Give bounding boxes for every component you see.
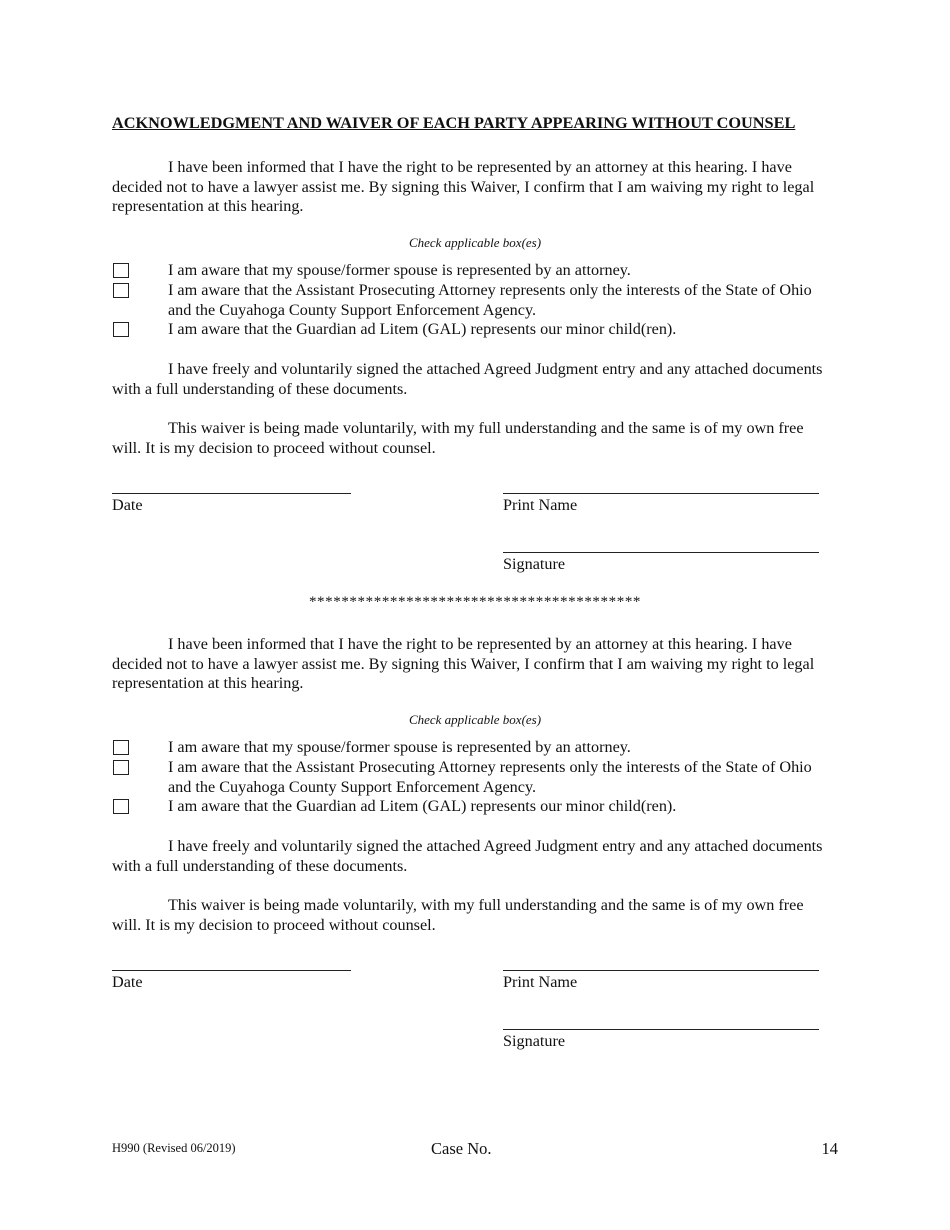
date-line[interactable] [112, 970, 351, 971]
checkbox-label: I am aware that my spouse/former spouse is represented by an attorney. [168, 738, 631, 756]
voluntary-text: This waiver is being made voluntarily, with my full understanding and the same is of my own free will. It is my decision to proceed without counsel. [112, 419, 804, 457]
checkbox-label: I am aware that the Guardian ad Litem (GAL) represents our minor child(ren). [168, 797, 677, 815]
intro-paragraph [112, 635, 828, 694]
case-no-label: Case No. [431, 1139, 492, 1158]
voluntary-paragraph [112, 896, 828, 935]
checkbox-label: I am aware that the Assistant Prosecuting Attorney represents only the interests of the State of Ohio and the Cuyahoga County Support Enforcement Agency. [168, 281, 812, 319]
checkbox-label: I am aware that the Assistant Prosecuting Attorney represents only the interests of the State of Ohio and the Cuyahoga County Support Enforcement Agency. [168, 758, 812, 796]
checkbox-label: I am aware that the Guardian ad Litem (GAL) represents our minor child(ren). [168, 320, 677, 338]
checkbox-label: I am aware that my spouse/former spouse is represented by an attorney. [168, 261, 631, 279]
freely-signed-paragraph [112, 837, 828, 876]
intro-paragraph [112, 158, 828, 217]
check-caption: Check applicable box(es) [408, 712, 542, 727]
checkbox-guardian-ad-litem[interactable] [113, 322, 129, 337]
checkbox-spouse-attorney[interactable] [113, 263, 129, 278]
intro-text: I have been informed that I have the right to be represented by an attorney at this hearing. I have decided not to have a lawyer assist me. By signing this Waiver, I confirm that I am waiving my right to legal representation at this hearing. [112, 158, 815, 216]
section-separator: ***************************************** [308, 594, 642, 610]
signature-label: Signature [503, 555, 566, 573]
freely-signed-paragraph [112, 360, 828, 399]
date-line[interactable] [112, 493, 351, 494]
date-label: Date [112, 973, 143, 991]
document-title: ACKNOWLEDGMENT AND WAIVER OF EACH PARTY APPEARING WITHOUT COUNSEL [112, 113, 796, 132]
freely-text: I have freely and voluntarily signed the attached Agreed Judgment entry and any attached documents with a full understanding of these documents. [112, 360, 823, 398]
signature-line[interactable] [503, 1029, 819, 1030]
checkbox-spouse-attorney[interactable] [113, 740, 129, 755]
print-name-line[interactable] [503, 493, 819, 494]
freely-text: I have freely and voluntarily signed the attached Agreed Judgment entry and any attached documents with a full understanding of these documents. [112, 837, 823, 875]
intro-text: I have been informed that I have the right to be represented by an attorney at this hearing. I have decided not to have a lawyer assist me. By signing this Waiver, I confirm that I am waiving my right to legal representation at this hearing. [112, 635, 815, 693]
checkbox-prosecuting-attorney[interactable] [113, 283, 129, 298]
print-name-label: Print Name [503, 496, 578, 514]
signature-label: Signature [503, 1032, 566, 1050]
check-caption: Check applicable box(es) [408, 235, 542, 250]
form-id: H990 (Revised 06/2019) [112, 1141, 236, 1155]
signature-line[interactable] [503, 552, 819, 553]
voluntary-text: This waiver is being made voluntarily, with my full understanding and the same is of my own free will. It is my decision to proceed without counsel. [112, 896, 804, 934]
print-name-line[interactable] [503, 970, 819, 971]
date-label: Date [112, 496, 143, 514]
checkbox-prosecuting-attorney[interactable] [113, 760, 129, 775]
checkbox-guardian-ad-litem[interactable] [113, 799, 129, 814]
voluntary-paragraph [112, 419, 828, 458]
print-name-label: Print Name [503, 973, 578, 991]
page-number: 14 [821, 1139, 838, 1158]
